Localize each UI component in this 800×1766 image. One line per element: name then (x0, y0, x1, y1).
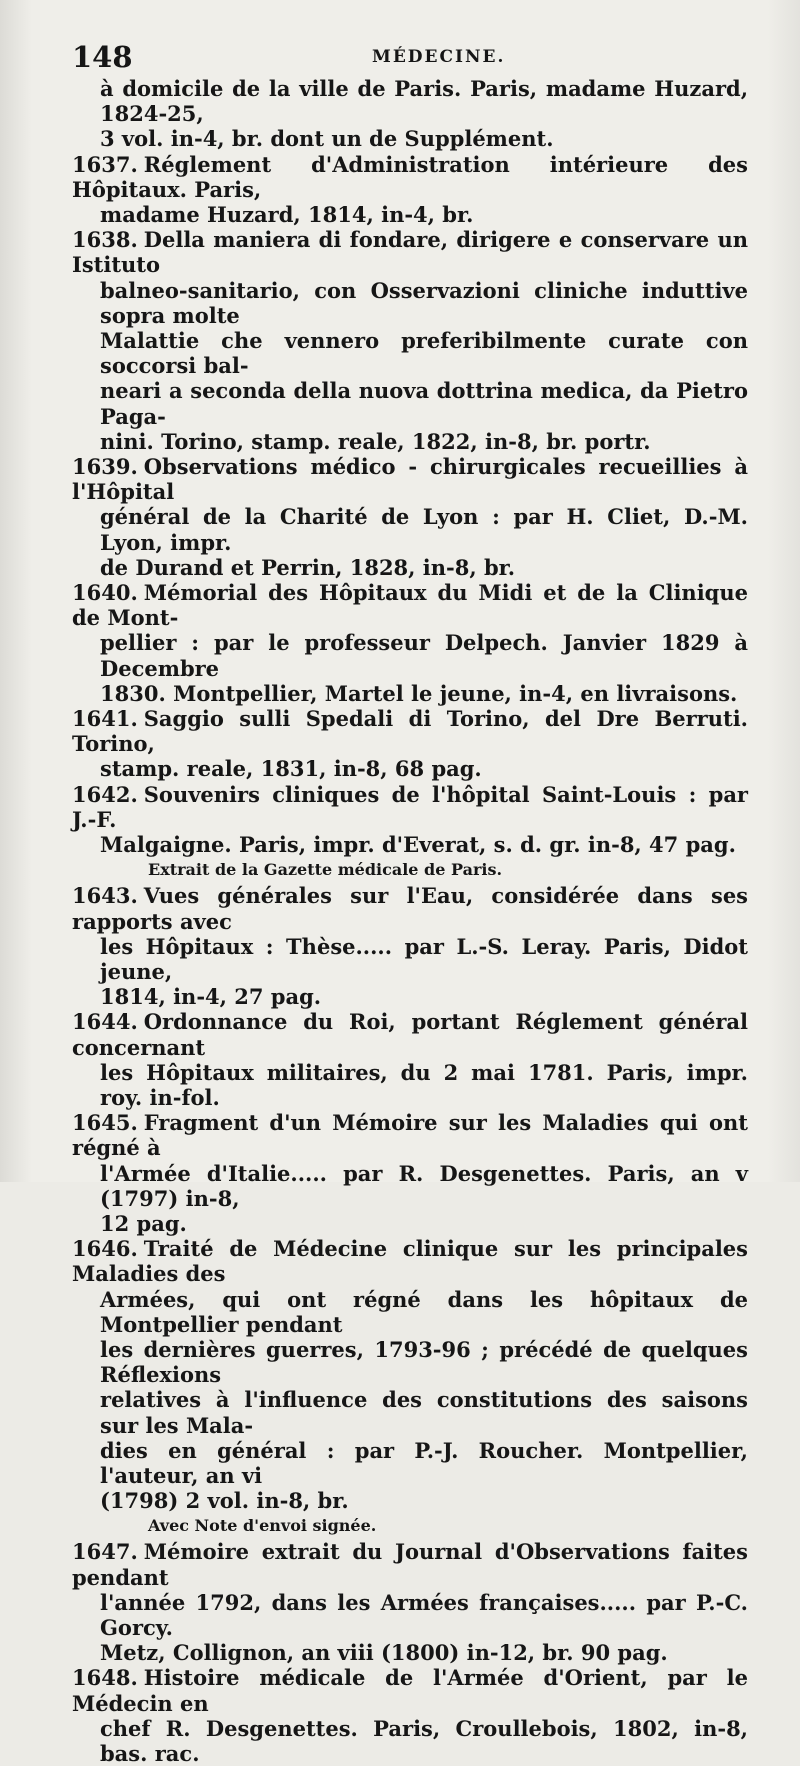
entry-text: à domicile de la ville de Paris. Paris, madame Huzard, 1824-25, (100, 76, 748, 127)
entry-line (72, 1236, 748, 1286)
entry-line (72, 1488, 748, 1513)
catalogue-entry (72, 227, 748, 454)
running-title: MÉDECINE. (372, 47, 506, 67)
entry-text: général de la Charité de Lyon : par H. Cliet, D.-M. Lyon, impr. (100, 504, 748, 555)
entry-text: Mémorial des Hôpitaux du Midi et de la Clinique de Mont- (72, 580, 748, 631)
entry-line (72, 832, 748, 857)
catalogue-entry-continuation (72, 76, 748, 152)
entry-text: 3 vol. in-4, br. dont un de Supplément. (100, 126, 554, 152)
entry-text: les Hôpitaux : Thèse..... par L.-S. Leray. Paris, Didot jeune, (100, 933, 748, 984)
entry-text: Mémoire extrait du Journal d'Observations faites pendant (72, 1539, 748, 1590)
catalogue-entry (72, 580, 748, 706)
entry-line (72, 756, 748, 781)
entry-line (72, 1716, 748, 1766)
entry-line (72, 1640, 748, 1665)
entry-line (100, 76, 748, 126)
catalogue-entry (72, 706, 748, 782)
entry-text: Malattie che vennero preferibilmente curate con soccorsi bal- (100, 328, 748, 379)
entry-line (72, 1211, 748, 1236)
entry-text: Fragment d'un Mémoire sur les Maladies qui ont régné à (72, 1110, 748, 1161)
entry-line (72, 883, 748, 933)
entry-text: (1798) 2 vol. in-8, br. (100, 1488, 349, 1514)
entry-text: 12 pag. (100, 1210, 187, 1236)
entry-line (72, 1590, 748, 1640)
entry-text: l'Armée d'Italie..... par R. Desgenettes. Paris, an v (1797) in-8, (100, 1160, 748, 1211)
catalogue-entry (72, 782, 748, 882)
entry-line (72, 1387, 748, 1437)
entry-line (72, 555, 748, 580)
entry-number: 1640. (72, 580, 138, 606)
entry-line (72, 328, 748, 378)
entry-number: 1639. (72, 454, 138, 480)
entry-number: 1645. (72, 1110, 138, 1136)
entry-text: Saggio sulli Spedali di Torino, del Dre Berruti. Torino, (72, 706, 748, 757)
page-number: 148 (72, 40, 133, 74)
entry-text: pellier : par le professeur Delpech. Janvier 1829 à Decembre (100, 630, 748, 681)
entry-line (72, 706, 748, 756)
catalogue-entry (72, 152, 748, 228)
entry-line (72, 1438, 748, 1488)
page-header (72, 40, 752, 80)
catalogue-entry (72, 454, 748, 580)
entry-text: Malgaigne. Paris, impr. d'Everat, s. d. gr. in-8, 47 pag. (100, 832, 736, 858)
entry-line (72, 1009, 748, 1059)
entry-line (72, 227, 748, 277)
entry-line (72, 580, 748, 630)
entry-line (72, 429, 748, 454)
entry-line (72, 1665, 748, 1715)
entry-number: 1643. (72, 883, 138, 909)
entry-text: les Hôpitaux militaires, du 2 mai 1781. Paris, impr. roy. in-fol. (100, 1059, 748, 1110)
entry-number: 1646. (72, 1236, 138, 1262)
entry-line (72, 984, 748, 1009)
entry-text: relatives à l'influence des constitutions des saisons sur les Mala- (100, 1387, 748, 1438)
entry-line (72, 1161, 748, 1211)
entry-number: 1647. (72, 1539, 138, 1565)
entry-number: 1638. (72, 227, 138, 253)
entry-number: 1648. (72, 1665, 138, 1691)
entry-line (72, 1060, 748, 1110)
catalogue-entry (72, 1236, 748, 1537)
entry-text: nini. Torino, stamp. reale, 1822, in-8, br. portr. (100, 428, 651, 454)
entry-line (72, 1337, 748, 1387)
entry-text: Della maniera di fondare, dirigere e conservare un Istituto (72, 227, 748, 278)
entry-text: de Durand et Perrin, 1828, in-8, br. (100, 554, 516, 580)
entry-number: 1644. (72, 1009, 138, 1035)
entry-text: Réglement d'Administration intérieure des Hôpitaux. Paris, (72, 151, 748, 202)
entry-text: 1814, in-4, 27 pag. (100, 984, 322, 1010)
catalogue-entry (72, 883, 748, 1009)
entry-line (72, 278, 748, 328)
entry-line (72, 152, 748, 202)
entry-text: Traité de Médecine clinique sur les principales Maladies des (72, 1236, 748, 1287)
entry-text: 1830. Montpellier, Martel le jeune, in-4, en livraisons. (100, 680, 738, 706)
entry-line (100, 126, 748, 151)
entry-text: Souvenirs cliniques de l'hôpital Saint-Louis : par J.-F. (72, 781, 748, 832)
entry-line (72, 782, 748, 832)
catalogue-entry (72, 1665, 748, 1766)
entry-text: stamp. reale, 1831, in-8, 68 pag. (100, 756, 482, 782)
entry-line (72, 1539, 748, 1589)
entry-line (72, 1287, 748, 1337)
entry-text: Metz, Collignon, an viii (1800) in-12, br. 90 pag. (100, 1640, 668, 1666)
entry-number: 1637. (72, 151, 138, 177)
entry-line (72, 504, 748, 554)
entry-note: Extrait de la Gazette médicale de Paris. (148, 860, 503, 880)
entry-line (72, 202, 748, 227)
entry-text: l'année 1792, dans les Armées françaises..... par P.-C. Gorcy. (100, 1589, 748, 1640)
entry-note: Avec Note d'envoi signée. (148, 1516, 377, 1536)
entry-text: Vues générales sur l'Eau, considérée dans ses rapports avec (72, 883, 748, 934)
catalogue-entry (72, 1110, 748, 1236)
entry-line (72, 378, 748, 428)
entry-text: chef R. Desgenettes. Paris, Croullebois, 1802, in-8, bas. rac. (100, 1715, 748, 1766)
entry-text: madame Huzard, 1814, in-4, br. (100, 202, 474, 228)
catalogue-entry (72, 1009, 748, 1110)
catalogue-entries (72, 76, 748, 1766)
entry-text: neari a seconda della nuova dottrina medica, da Pietro Paga- (100, 378, 748, 429)
entry-text: Histoire médicale de l'Armée d'Orient, par le Médecin en (72, 1665, 748, 1716)
entry-text: dies en général : par P.-J. Roucher. Montpellier, l'auteur, an vi (100, 1437, 748, 1488)
entry-text: Armées, qui ont régné dans les hôpitaux de Montpellier pendant (100, 1286, 748, 1337)
entry-text: Ordonnance du Roi, portant Réglement général concernant (72, 1009, 748, 1060)
entry-line (72, 934, 748, 984)
entry-line (72, 630, 748, 680)
entry-number: 1642. (72, 781, 138, 807)
entry-line (72, 1110, 748, 1160)
entry-number: 1641. (72, 706, 138, 732)
entry-line (72, 454, 748, 504)
entry-text: Observations médico - chirurgicales recueillies à l'Hôpital (72, 454, 748, 505)
entry-text: balneo-sanitario, con Osservazioni cliniche induttive sopra molte (100, 277, 748, 328)
entry-line (72, 681, 748, 706)
entry-text: les dernières guerres, 1793-96 ; précédé de quelques Réflexions (100, 1336, 748, 1388)
catalogue-entry (72, 1539, 748, 1665)
